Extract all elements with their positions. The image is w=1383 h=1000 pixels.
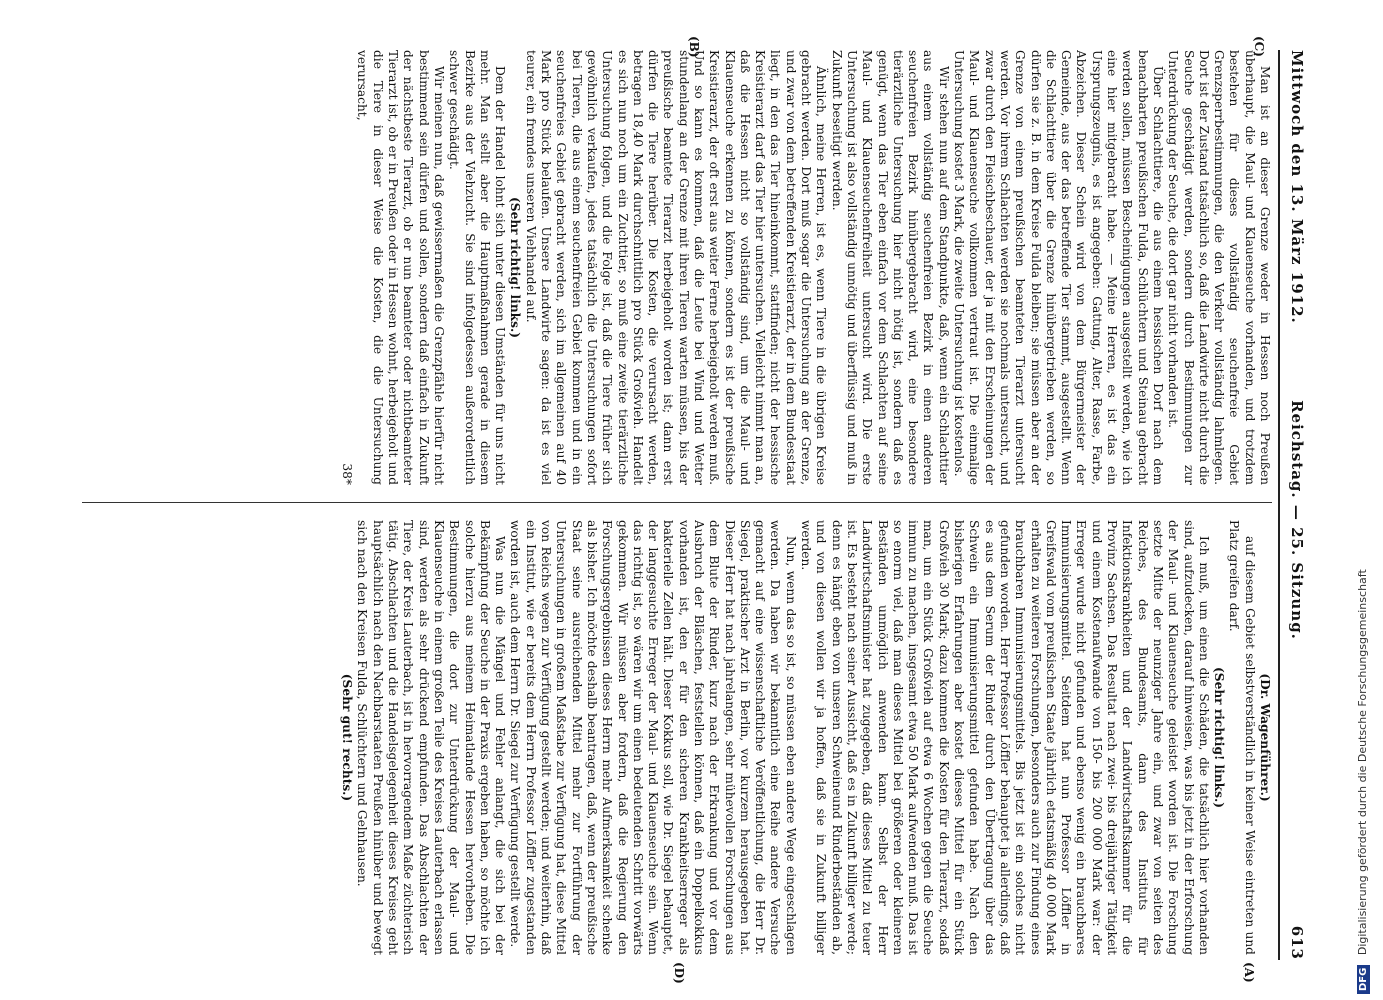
right-text-column bbox=[82, 520, 1272, 955]
header-rule bbox=[1278, 50, 1280, 960]
paragraph: Über Schlachttiere, die aus einem hessischen Dorf nach dem benachbarten preußischen Fulda, Schlüchtern und Steinau gebracht werden sollen, müssen Bescheinigungen ausgestellt werden, wie ich eine hier mitgebracht habe. — Meine Herren, es ist das ein Ursprungszeugnis, es ist angegeben: Gattung, Alter, Rasse, Farbe, Abzeichen. Dieser Schein wird von dem Bürgermeister der Gemeinde, aus der das betreffende Tier stammt, ausgestellt. Wenn die Schlachttiere über die Grenze hinübergetrieben werden, so dürfen sie z. B. in dem Kreise Fulda bleiben; sie müssen aber an der Grenze von einem preußischen beamteten Tierarzt untersucht werden. Vor ihrem Schlachten werden sie nochmals untersucht, und zwar durch den Fleischbeschauer, der ja mit den Erscheinungen der Maul- und Klauenseuche vollkommen vertraut ist. Die einmalige Untersuchung kostet 3 Mark, die zweite Untersuchung ist kostenlos. bbox=[952, 50, 1165, 485]
digitization-credit-text: Digitalisierung gefördert durch die Deutsche Forschungsgemeinschaft bbox=[1356, 569, 1369, 956]
left-text-column bbox=[82, 50, 1272, 485]
digitization-credit bbox=[1356, 0, 1376, 1000]
paragraph: Was nun die Mängel und Fehler anlangt, die sich bei der Bekämpfung der Seuche in der Praxis ergeben haben, so möchte ich solche hierzu aus meinem Heimatlande Hessen hervorheben. Die Bestimmungen, die dort zur Unterdrückung der Maul- und Klauenseuche in einem großen Teile des Kreises Lauterbach erlassen sind, werden als sehr drückend empfunden. Das Abschlachten der Tiere, der Kreis Lauterbach, ist in hervorragendem Maße züchterisch tätig. Abschlachten und die Handelsgelegenheit dieses Kreises geht hauptsächlich nach den Nachbarstaaten Preußen hinüber und bewegt sich nach den Kreisen Fulda, Schlüchtern und Gelnhausen. bbox=[355, 520, 508, 955]
page-header bbox=[1282, 50, 1306, 960]
paragraph: Dem der Handel lohnt sich unter diesen Umständen für uns nicht mehr. Man stellt aber die Hauptmaßnahmen gerade in diesem Bezirke aus der Viehzucht. Sie sind infolgedessen außerordentlich schwer geschädigt. bbox=[447, 50, 508, 485]
header-date: Mittwoch den 13. März 1912. bbox=[1288, 50, 1306, 324]
paragraph: Man ist an dieser Grenze weder in Hessen noch Preußen überhaupt, die Maul- und Klauenseuche vorhanden, und trotzdem bestehen für dieses vollständig seuchenfreie Gebiet Grenzsperrbestimmungen, die den Verkehr vollständig lahmlegen. Dort ist der Zustand tatsächlich so, daß die Landwirte nicht durch die Seuche geschädigt werden, sondern durch Bestimmungen zur Unterdrückung der Seuche, die dort gar nicht vorhanden ist. bbox=[1166, 50, 1272, 485]
sheet-signature: 38* bbox=[340, 463, 355, 485]
header-session: Reichstag. — 25. Sitzung. bbox=[1288, 400, 1306, 640]
paragraph: Wir stehen nun auf dem Standpunkte, daß, wenn ein Schlachttier aus einem vollständig seuchenfreien Bezirk in einen anderen seuchenfreien Bezirk hinübergebracht wird, eine besondere tierärztliche Untersuchung hier nicht nötig ist, sondern daß es genügt, wenn das Tier eben einfach vor dem Schlachten auf seine Maul- und Klauenseuchenfreiheit untersucht wird. Die erste Untersuchung ist also vollständig unnötig und überflüssig und muß in Zukunft beseitigt werden. bbox=[829, 50, 951, 485]
margin-marker-c: (C) bbox=[1252, 36, 1266, 57]
margin-marker-d: (D) bbox=[672, 962, 686, 984]
page-number: 613 bbox=[1288, 925, 1306, 960]
speaker-name: (Dr. Wagenführer.) bbox=[1258, 673, 1272, 802]
column-divider bbox=[82, 502, 1272, 503]
paragraph: Wir meinen nun, daß gewissermaßen die Grenzpfähle hierfür nicht bestimmend sein dürfen und sollen, sondern daß einfach in Zukunft der nächstbeste Tierarzt, ob er nun beamteter oder nichtbeamteter Tierarzt ist, ob er in Preußen oder in Hessen wohnt, herbeigeholt und die Tiere in dieser Weise die Kosten, die die Untersuchung verursacht, bbox=[355, 50, 446, 485]
paragraph: auf diesem Gebiet selbstverständlich in keiner Weise eintreten und Platz greifen darf. bbox=[1227, 520, 1257, 955]
interjection: (Sehr richtig! links.) bbox=[508, 197, 523, 338]
paragraph: Ich muß, um einen die Schäden, die tatsächlich hier vorhanden sind, aufzudecken, darauf hinweisen, was bis jetzt in der Erforschung der Maul- und Klauenseuche geleistet worden ist. Die Forschung setzte Mitte der neunziger Jahre ein, und zwar von seiten des Reiches, des Bundesamts, dann des Instituts für Infektionskrankheiten und der Landwirtschaftskammer für die Provinz Sachsen. Das Resultat nach zwei- bis dreijähriger Tätigkeit und einem Kostenaufwande von 150- bis 200 000 Mark war: der Erreger wurde nicht gefunden und ebenso wenig ein brauchbares Immunisierungsmittel. Seitdem hat nun Professor Löffler in Greifswald vom preußischen Staate jährlich etatsmäßig 40 000 Mark erhalten zu weiteren Forschungen, besonders auch zur Findung eines brauchbaren Immunisierungsmittels. Bis jetzt ist ein solches nicht gefunden worden. Herr Professor Löffler behauptet ja allerdings, daß es aus dem Serum der Rinder durch den Übertragung über das Schwein ein Immunisierungsmittel gefunden habe. Nach den bisherigen Erfahrungen aber kostet dieses Mittel für ein Stück Großvieh 30 Mark; dazu kommen die Kosten für den Tierarzt, sodaß man, um ein Stück Großvieh auf etwa 6 Wochen gegen die Seuche immun zu machen, insgesamt etwa 50 Mark aufwenden muß. Das ist so enorm viel, daß man dieses Mittel bei größeren oder kleineren Beständen unmöglich anwenden kann. Selbst der Herr Landwirtschaftsminister hat zugegeben, daß dieses Mittel zu teuer ist. Es besteht nach seiner Aussicht, daß es in Zukunft billiger werde; denn es hängt eben von unseren Schweineund Rinderbeständen ab, und von diesen wollen wir ja hoffen, daß sie in Zukunft billiger werden. bbox=[799, 520, 1211, 955]
interjection: (Sehr gut! rechts.) bbox=[340, 673, 355, 802]
margin-marker-b: (B) bbox=[687, 36, 701, 58]
paragraph: Ähnlich, meine Herren, ist es, wenn Tiere in die übrigen Kreise gebracht werden. Dort muß sogar die Untersuchung an der Grenze, und zwar von dem betreffenden Kreistierarzt, der in dem Bundesstaat liegt, in den das Tier hineinkommt, stattfinden; nicht der hessische Kreistierarzt darf das Tier hier untersuchen. Vielleicht nimmt man an, daß die Hessen nicht so vollständig sind, um die Maul- und Klauenseuche erkennen zu können, sondern es ist der preußische Kreistierarzt, der oft erst aus weiter Ferne herbeigeholt werden muß. Und so kann es kommen, daß die Leute bei Wind und Wetter stundenlang an der Grenze mit ihren Tieren warten müssen, bis der preußische beamtete Tierarzt herbeigeholt worden ist; dann erst dürfen die Tiere herüber. Die Kosten, die verursacht werden, betragen 18,40 Mark durchschnittlich pro Stück Großvieh. Handelt es sich nun noch um ein Zuchttier, so muß eine zweite tierärztliche Untersuchung folgen, und die Folge ist, daß die Tiere früher sich gewöhnlich verkaufen, jedes tatsächlich die Untersuchungen sofort bei Tieren, die aus einem seuchenfreien Gebiet kommen und in ein seuchenfreies Gebiet gebracht werden, sich im allgemeinen auf 40 Mark pro Stück belaufen. Unsere Landwirte sagen: da ist es viel teurer, ein fremdes unseren Viehhandel auf. bbox=[523, 50, 829, 485]
margin-marker-a: (A) bbox=[1242, 962, 1256, 983]
paragraph: Nun, wenn das so ist, so müssen eben andere Wege eingeschlagen werden. Da haben wir bekanntlich eine Reihe andere Versuche gemacht auf eine wissenschaftliche Veröffentlichung, die Herr Dr. Siegel, praktischer Arzt in Berlin, vor kurzem herausgegeben hat. Dieser Herr hat nach jahrelangen, sehr mühevollen Forschungen aus dem Blute der Rinder, kurz nach der Erkrankung und vor dem Ausbruch der Bläschen, feststellen können, daß ein Doppelkokkus vorhanden ist, den er für den sicheren Krankheitserreger als bakterielle Zellen hält. Dieser Kokkus soll, wie Dr. Siegel behauptet, der langgesuchte Erreger der Maul- und Klauenseuche sein. Wenn das richtig ist, so wären wir um einen bedeutenden Schritt vorwärts gekommen. Wir müssen aber fordern, daß die Regierung den Forschungsergebnissen dieses Herrn mehr Aufmerksamkeit schenke als bisher. Ich möchte deshalb beantragen, daß, wenn der preußische Staat seine ausreichenden Mittel mehr zur Fortführung der Untersuchungen in großem Maßstabe zur Verfügung hat, diese Mittel von Reichs wegen zur Verfügung gestellt werden; und weiterhin, daß ein Institut, wie er bereits dem Herrn Professor Löffler zugestanden worden ist, auch dem Herrn Dr. Siegel zur Verfügung gestellt werde. bbox=[508, 520, 798, 955]
dfg-logo: DFG bbox=[1357, 965, 1370, 994]
document-page bbox=[66, 36, 1306, 984]
interjection: (Sehr richtig! links.) bbox=[1212, 667, 1227, 808]
